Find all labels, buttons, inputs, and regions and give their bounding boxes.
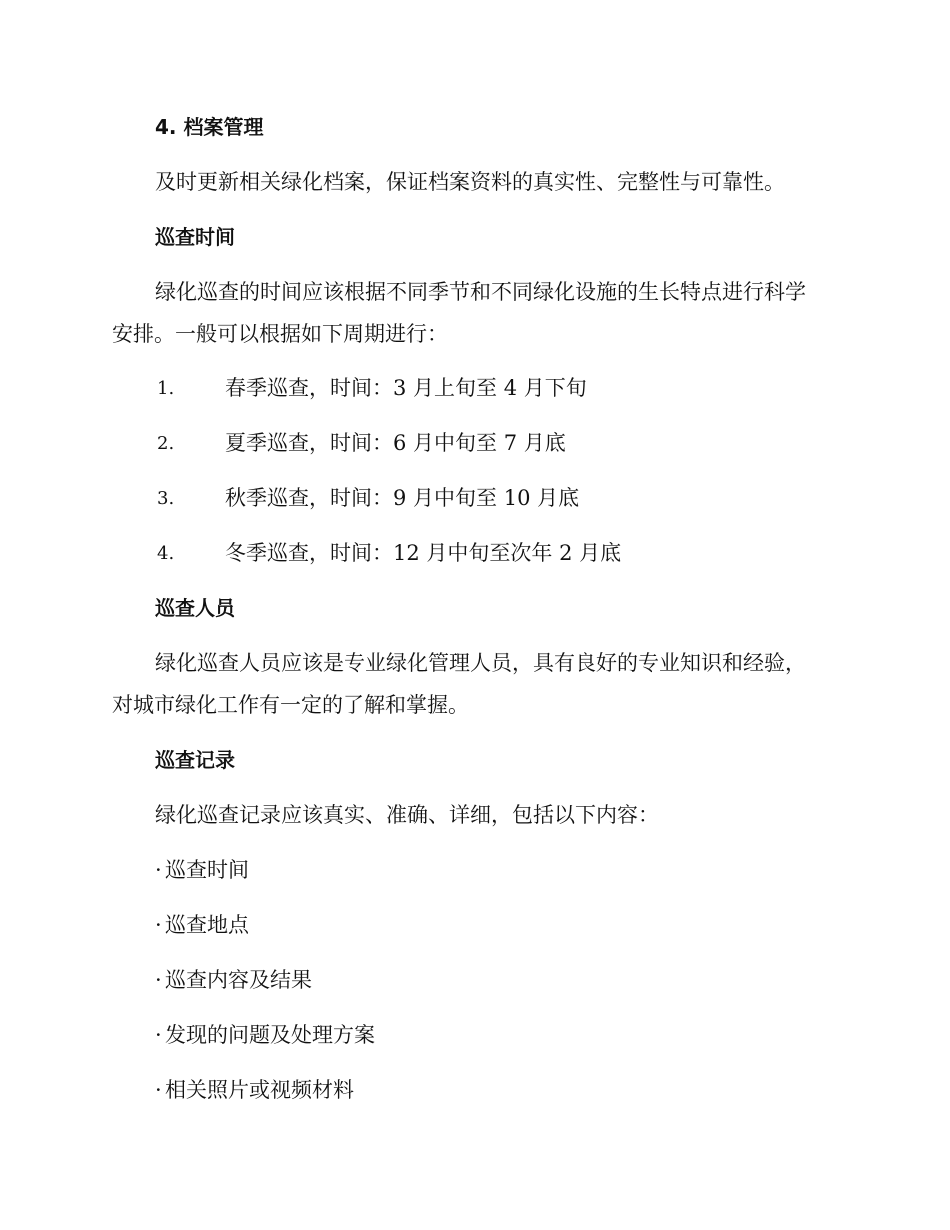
list-item-winter: 冬季巡查，时间：12 月中旬至次年 2 月底 bbox=[225, 541, 622, 565]
bullet-icon: · bbox=[155, 1078, 162, 1102]
record-intro: 绿化巡查记录应该真实、准确、详细，包括以下内容： bbox=[155, 803, 659, 827]
list-item-label: 相关照片或视频材料 bbox=[165, 1078, 354, 1102]
list-item-spring: 春季巡查，时间：3 月上旬至 4 月下旬 bbox=[225, 376, 587, 400]
bullet-icon: · bbox=[155, 913, 162, 937]
list-item bbox=[155, 910, 249, 940]
list-item-label: 巡查地点 bbox=[165, 913, 249, 937]
bullet-icon: · bbox=[155, 1023, 162, 1047]
list-item-autumn: 秋季巡查，时间：9 月中旬至 10 月底 bbox=[225, 486, 580, 510]
staff-paragraph-line1: 绿化巡查人员应该是专业绿化管理人员，具有良好的专业知识和经验， bbox=[155, 651, 806, 675]
section-heading-record: 巡查记录 bbox=[155, 748, 235, 772]
list-item bbox=[155, 965, 312, 995]
section-heading-archive: 4. 档案管理 bbox=[155, 115, 264, 139]
list-item bbox=[155, 1020, 375, 1050]
section-heading-time: 巡查时间 bbox=[155, 225, 235, 249]
list-number: 4. bbox=[157, 543, 175, 564]
section-heading-staff: 巡查人员 bbox=[155, 596, 235, 620]
list-item bbox=[155, 1075, 354, 1105]
list-item-summer: 夏季巡查，时间：6 月中旬至 7 月底 bbox=[225, 431, 566, 455]
list-item-label: 发现的问题及处理方案 bbox=[165, 1023, 375, 1047]
time-paragraph-line2: 安排。一般可以根据如下周期进行： bbox=[112, 322, 448, 346]
bullet-icon: · bbox=[155, 968, 162, 992]
list-item-label: 巡查内容及结果 bbox=[165, 968, 312, 992]
time-paragraph-line1: 绿化巡查的时间应该根据不同季节和不同绿化设施的生长特点进行科学 bbox=[155, 280, 806, 304]
list-item-label: 巡查时间 bbox=[165, 858, 249, 882]
list-item bbox=[155, 855, 249, 885]
staff-paragraph-line2: 对城市绿化工作有一定的了解和掌握。 bbox=[112, 693, 469, 717]
bullet-icon: · bbox=[155, 858, 162, 882]
list-number: 3. bbox=[157, 488, 175, 509]
list-number: 2. bbox=[157, 433, 175, 454]
archive-paragraph: 及时更新相关绿化档案，保证档案资料的真实性、完整性与可靠性。 bbox=[155, 170, 785, 194]
list-number: 1. bbox=[157, 378, 175, 399]
